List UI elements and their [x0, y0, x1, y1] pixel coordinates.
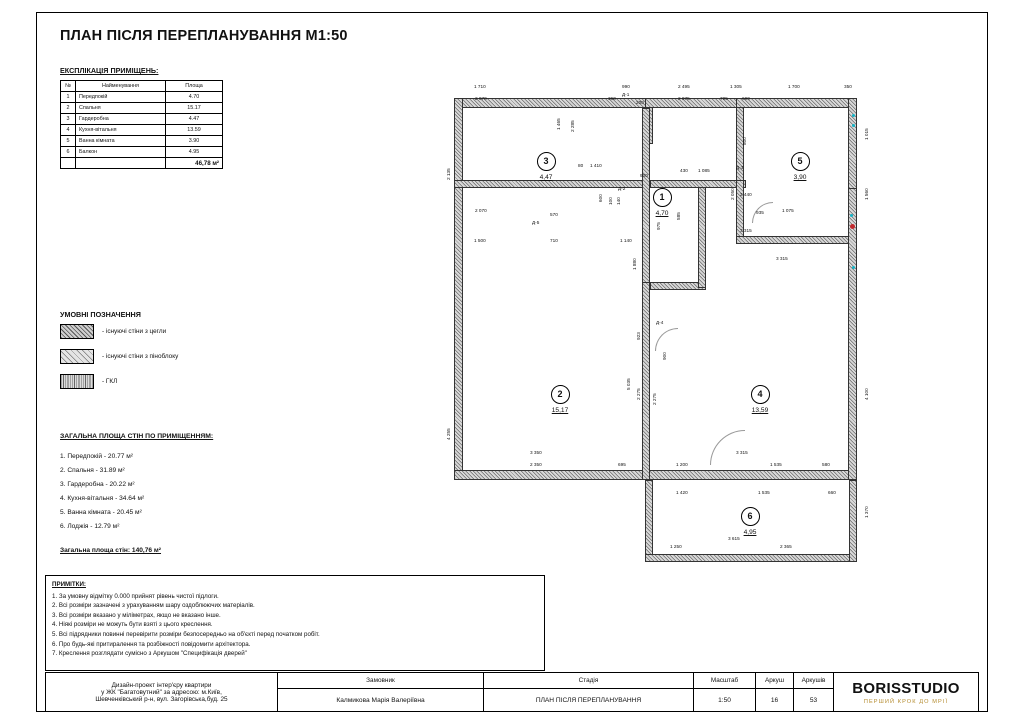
cell-area: 13.59	[166, 125, 223, 136]
stage-header: Стадія	[484, 673, 693, 689]
dim-top: 2 075	[678, 96, 690, 101]
wall-area-item: 2. Спальня - 31.89 м²	[60, 467, 125, 474]
cell-no: 3	[61, 114, 76, 125]
door-mark-3: Д-3	[736, 165, 744, 170]
cell-no: 4	[61, 125, 76, 136]
scale-header: Масштаб	[694, 673, 755, 689]
note-item: 6. Про будь-які притиралення та розбіжності повідомити архітектора.	[52, 640, 251, 648]
dim-top: 1 700	[788, 84, 800, 89]
gkl-wall-swatch-icon	[60, 374, 94, 389]
wall-area-item: 1. Передпокій - 20.77 м²	[60, 453, 133, 460]
dim-inner: 1 500	[474, 238, 486, 243]
dim-inner: 2 070	[475, 208, 487, 213]
riser-dot-icon	[852, 124, 855, 127]
notes-header: ПРИМІТКИ:	[52, 581, 86, 588]
dim-left: 2 135	[446, 168, 451, 180]
room-number: 4	[751, 385, 770, 404]
brand-cell	[834, 673, 978, 711]
scale-cell	[694, 673, 756, 711]
valve-marker-icon	[850, 224, 855, 229]
table-row	[61, 114, 223, 125]
dim-inner: 1 200	[676, 462, 688, 467]
legend-item-label: - існуючі стіни з цегли	[102, 328, 167, 335]
riser-dot-icon	[852, 266, 855, 269]
dim-inner: 3 615	[728, 536, 740, 541]
dim-inner: 2 275	[636, 388, 641, 400]
door-mark-4: Д-4	[656, 320, 664, 325]
dim-top: 690	[742, 96, 750, 101]
note-item: 1. За умовну відмітку 0.000 прийнят рівень чистої підлоги.	[52, 592, 219, 600]
legend-item	[60, 349, 178, 364]
wall-balcony-left	[645, 480, 653, 562]
room-number: 2	[551, 385, 570, 404]
dim-inner: 5 035	[626, 378, 631, 390]
wall-area-item: 6. Лоджія - 12.79 м²	[60, 523, 120, 530]
dim-top: 350	[844, 84, 852, 89]
legend-label: УМОВНІ ПОЗНАЧЕННЯ	[60, 310, 141, 319]
dim-inner: 1 085	[698, 168, 710, 173]
dim-top: 1 305	[730, 84, 742, 89]
dim-top: 705	[720, 96, 728, 101]
dim-inner: 430	[680, 168, 688, 173]
note-item: 7. Креслення розглядати сумісно з Аркушом "Специфікація дверей"	[52, 650, 247, 658]
cell-area: 4.70	[166, 92, 223, 103]
project-info	[46, 673, 278, 711]
dim-top: 2 495	[678, 84, 690, 89]
riser-dot-icon	[850, 214, 853, 217]
wall-area-item: 4. Кухня-вітальня - 34.64 м²	[60, 495, 145, 502]
table-row	[61, 103, 223, 114]
room-area: 4,47	[539, 174, 553, 181]
dim-top: 360	[608, 96, 616, 101]
title-block	[45, 672, 979, 712]
room-label-3	[526, 152, 566, 181]
sheets-cell	[794, 673, 834, 711]
dim-inner: 935	[756, 210, 764, 215]
cell-name: Балкон	[76, 147, 166, 158]
dim-inner: 1 250	[670, 544, 682, 549]
table-row	[61, 92, 223, 103]
dim-inner: 660	[828, 490, 836, 495]
wall-bath-bottom	[736, 236, 856, 244]
dim-inner: 695	[618, 462, 626, 467]
dim-inner: 975	[656, 222, 661, 230]
door-mark-2: Д-2	[618, 186, 626, 191]
cell-area: 4.47	[166, 114, 223, 125]
wall-areas-total: Загальна площа стін: 140,76 м²	[60, 547, 162, 554]
wall-areas-block	[60, 430, 213, 558]
page-title: ПЛАН ПІСЛЯ ПЕРЕПЛАНУВАННЯ М1:50	[60, 28, 348, 44]
room-number: 1	[653, 188, 672, 207]
dim-inner: 923	[636, 332, 641, 340]
table-row	[61, 147, 223, 158]
room-area: 4,70	[655, 210, 669, 217]
note-item: 5. Всі підрядники повинні перевірити розміри безпосередньо на об'єкті перед початком робіт.	[52, 630, 320, 638]
dim-inner: 1 410	[590, 163, 602, 168]
room-area: 13,59	[751, 407, 769, 414]
brand-slogan: ПЕРШИЙ КРОК ДО МРІЇ	[863, 698, 949, 705]
cell-area: 15.17	[166, 103, 223, 114]
sheet-value: 16	[770, 696, 779, 704]
exposition-label: ЕКСПЛІКАЦІЯ ПРИМІЩЕНЬ:	[60, 66, 159, 75]
sheet-header: Аркуш	[756, 673, 793, 689]
wall-area-item: 5. Ванна кімната - 20.45 м²	[60, 509, 142, 516]
dim-inner: 1 465	[556, 118, 561, 130]
dim-inner: 600	[598, 194, 603, 202]
project-line-2: у ЖК "Багатовутний" за адресою: м.Київ,	[101, 688, 222, 696]
riser-dot-icon	[852, 114, 855, 117]
room-label-4	[740, 385, 780, 414]
cell-area: 3.90	[166, 136, 223, 147]
customer-cell	[278, 673, 484, 711]
dim-left: 4 255	[446, 428, 451, 440]
wall-balcony-bottom	[645, 554, 857, 562]
legend-item	[60, 324, 178, 339]
cell-name: Передпокій	[76, 92, 166, 103]
wall-bottom-mid	[645, 470, 857, 480]
notes-block	[45, 575, 545, 671]
stage-value: ПЛАН ПІСЛЯ ПЕРЕПЛАНУВАННЯ	[535, 696, 642, 704]
dim-inner: 1 420	[676, 490, 688, 495]
dim-right: 1 370	[864, 506, 869, 518]
legend-item-label: - ГКЛ	[102, 378, 118, 385]
cell-name: Кухня-вітальня	[76, 125, 166, 136]
room-label-2	[540, 385, 580, 414]
room-area: 4,95	[743, 529, 757, 536]
wall-partition-v2	[642, 282, 650, 480]
table-total-row	[61, 158, 223, 169]
wall-areas-header: ЗАГАЛЬНА ПЛОЩА СТІН ПО ПРИМІЩЕННЯМ:	[60, 433, 214, 440]
cell-no: 5	[61, 136, 76, 147]
scale-value: 1:50	[718, 696, 731, 704]
wall-area-item: 3. Гардеробна - 20.22 м²	[60, 481, 135, 488]
room-number: 3	[537, 152, 556, 171]
dim-right: 1 560	[864, 188, 869, 200]
dim-inner: 900	[640, 173, 648, 178]
col-area: Площа	[166, 81, 223, 92]
dim-inner: 1 140	[620, 238, 632, 243]
brand-name: BORISSTUDIO	[852, 679, 960, 697]
wall-partition-v3	[698, 182, 706, 288]
dim-top: 2 070	[475, 96, 487, 101]
room-area: 15,17	[551, 407, 569, 414]
dim-inner: 3 315	[740, 228, 752, 233]
wall-left	[454, 98, 463, 480]
dim-inner: 570	[550, 212, 558, 217]
dim-inner: 2 285	[570, 120, 575, 132]
cell-no: 2	[61, 103, 76, 114]
wall-top-right	[736, 98, 856, 108]
dim-top: 990	[622, 84, 630, 89]
dim-inner: 2 365	[780, 544, 792, 549]
room-number: 6	[741, 507, 760, 526]
dim-right: 1 015	[864, 128, 869, 140]
stage-cell	[484, 673, 694, 711]
wall-right	[848, 188, 857, 480]
dim-inner: 800	[742, 137, 747, 145]
dim-inner: 100	[608, 197, 613, 205]
cell-name: Гардеробна	[76, 114, 166, 125]
brick-wall-swatch-icon	[60, 324, 94, 339]
wall-balcony-right	[849, 480, 857, 562]
dim-inner: 2 050	[730, 188, 735, 200]
col-no: №	[61, 81, 76, 92]
dim-inner: 3 315	[776, 256, 788, 261]
cell-no: 6	[61, 147, 76, 158]
dim-inner: 900	[662, 352, 667, 360]
dim-inner: 140	[616, 197, 621, 205]
dim-inner: 2 275	[652, 393, 657, 405]
room-label-6	[730, 507, 770, 536]
exposition-table	[60, 80, 223, 169]
sheets-header: Аркушів	[794, 673, 833, 689]
dim-inner: 1 075	[782, 208, 794, 213]
wall-bottom-left	[454, 470, 650, 480]
dim-inner: 2 350	[530, 462, 542, 467]
wall-partition-h3	[650, 180, 746, 188]
total-area: 46,78 м²	[166, 158, 223, 169]
foamblock-wall-swatch-icon	[60, 349, 94, 364]
door-swing-icon	[655, 328, 678, 351]
dim-inner: 1 535	[758, 490, 770, 495]
project-line-1: Дизайн-проект інтер'єру квартири	[111, 681, 212, 689]
door-mark-1: Д-1	[622, 92, 630, 97]
sheet-cell	[756, 673, 794, 711]
room-number: 5	[791, 152, 810, 171]
dim-right: 4 100	[864, 388, 869, 400]
dim-inner: 580	[822, 462, 830, 467]
cell-area: 4.95	[166, 147, 223, 158]
dim-top: 1 710	[474, 84, 486, 89]
dim-inner: 3 350	[530, 450, 542, 455]
col-name: Найменування	[76, 81, 166, 92]
table-header-row	[61, 81, 223, 92]
dim-inner: 2 440	[740, 192, 752, 197]
room-label-5	[780, 152, 820, 181]
table-row	[61, 125, 223, 136]
dim-inner: 1 535	[770, 462, 782, 467]
sheets-value: 53	[809, 696, 818, 704]
legend-item-label: - існуючі стіни з піноблоку	[102, 353, 179, 360]
door-mark-5: Д-5	[532, 220, 540, 225]
dim-inner: 1 880	[632, 258, 637, 270]
note-item: 2. Всі розміри зазначені з урахуванням шару оздоблюючих матеріалів.	[52, 602, 255, 610]
dim-top: 200	[636, 100, 644, 105]
dim-inner: 80	[578, 163, 584, 168]
dim-inner: 585	[676, 212, 681, 220]
legend-item	[60, 374, 178, 389]
cell-name: Ванна кімната	[76, 136, 166, 147]
note-item: 4. Ніякі розміри не можуть бути взяті з цього креслення.	[52, 621, 213, 629]
cell-no: 1	[61, 92, 76, 103]
customer-value: Калмикова Марія Валеріївна	[336, 696, 425, 704]
room-area: 3,90	[793, 174, 807, 181]
door-swing-icon	[710, 430, 745, 465]
cell-name: Спальня	[76, 103, 166, 114]
project-line-3: Шевченківський р-н, вул. Загорівська,буд. 25	[95, 695, 228, 703]
note-item: 3. Всі розміри вказано у міліметрах, якщо не вказано інше.	[52, 611, 221, 619]
dim-inner: 3 315	[736, 450, 748, 455]
dim-inner: 710	[550, 238, 558, 243]
floor-plan	[440, 70, 970, 570]
legend	[60, 324, 178, 399]
customer-header: Замовник	[278, 673, 483, 689]
table-row	[61, 136, 223, 147]
